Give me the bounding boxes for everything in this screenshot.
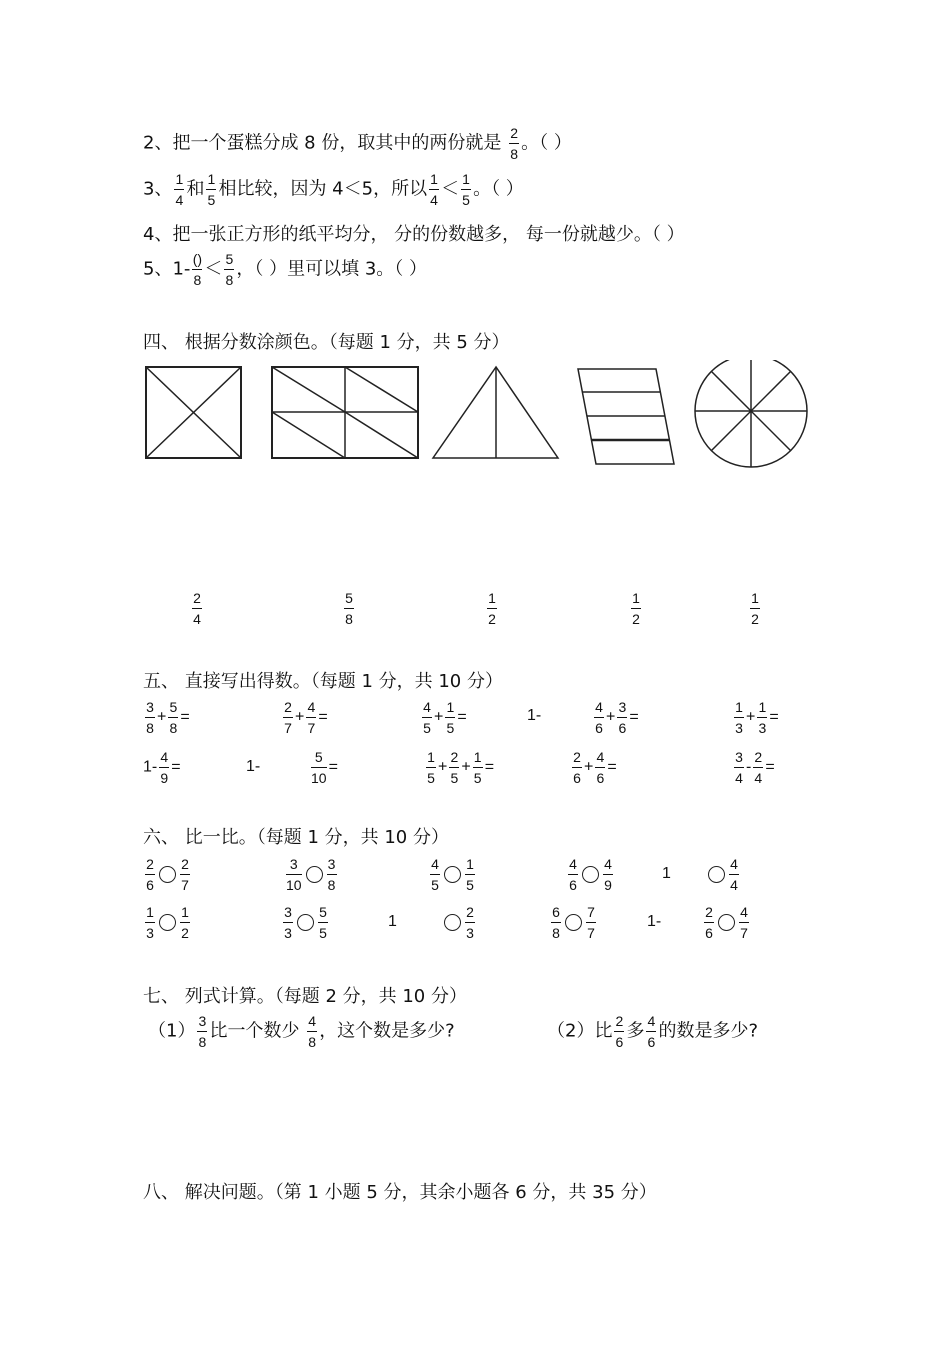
section-5-title: 五、 直接写出得数。（每题 1 分，共 10 分） xyxy=(143,671,503,692)
compare-circle[interactable] xyxy=(159,866,176,883)
q5-lead: 5、1- xyxy=(143,258,191,280)
calc-1-5: $\frac{1}{3}$ + $\frac{1}{3}$ = xyxy=(735,699,779,736)
calc-1-2: $\frac{2}{7}$ + $\frac{4}{7}$ = xyxy=(284,699,328,736)
q5-fraction-1: $\frac{()}{8}$ xyxy=(192,251,203,288)
compare-circle[interactable] xyxy=(718,914,735,931)
parallelogram-shape xyxy=(578,369,674,464)
q3-and: 和 xyxy=(186,178,205,200)
q5-less-than: ＜ xyxy=(204,258,223,280)
q3-fraction-1: $\frac{1}{4}$ xyxy=(175,171,184,208)
section-7-title: 七、 列式计算。（每题 2 分，共 10 分） xyxy=(143,986,467,1007)
section-4-title: 四、 根据分数涂颜色。（每题 1 分，共 5 分） xyxy=(143,332,510,353)
q2-tail: 。（ ） xyxy=(521,132,572,154)
question-5 xyxy=(143,252,427,287)
q3-text: 相比较，因为 4＜5，所以 xyxy=(218,178,428,200)
calc-1-3: $\frac{4}{5}$ + $\frac{1}{5}$ = xyxy=(423,699,467,736)
compare-circle[interactable] xyxy=(708,866,725,883)
shapes-figure xyxy=(0,360,950,475)
question-3 xyxy=(143,172,524,207)
shape-2-fraction: $\frac{5}{8}$ xyxy=(345,590,353,627)
q5-tail: ，（ ）里可以填 3。（ ） xyxy=(236,258,428,280)
section-6-title: 六、 比一比。（每题 1 分，共 10 分） xyxy=(143,827,449,848)
compare-1-5: $\frac{4}{4}$ xyxy=(706,857,741,892)
compare-2-5: $\frac{2}{6}$ $\frac{4}{7}$ xyxy=(705,904,748,941)
compare-2-2: $\frac{3}{3}$ $\frac{5}{5}$ xyxy=(284,904,327,941)
shape-3-fraction: $\frac{1}{2}$ xyxy=(488,590,496,627)
triangle-shape xyxy=(433,367,558,458)
q2-fraction: $\frac{2}{8}$ xyxy=(510,125,518,162)
q2-text: 2、把一个蛋糕分成 8 份，取其中的两份就是 xyxy=(143,132,502,154)
calc-2-5: $\frac{3}{4}$ - $\frac{2}{4}$ = xyxy=(735,749,775,786)
q4-text: 4、把一张正方形的纸平均分， 分的份数越多， 每一份就越少。（ ） xyxy=(143,224,685,245)
q3-fraction-2: $\frac{1}{5}$ xyxy=(207,171,216,208)
q3-tail: 。（ ） xyxy=(473,178,524,200)
calc-2-4: $\frac{2}{6}$ + $\frac{4}{6}$ = xyxy=(573,749,617,786)
word-problem-1: （1） $\frac{3}{8}$ 比一个数少 $\frac{4}{8}$ ，这个数是多少? xyxy=(148,1013,455,1050)
calc-2-1: 1- $\frac{4}{9}$ = xyxy=(143,749,181,786)
compare-2-1: $\frac{1}{3}$ $\frac{1}{2}$ xyxy=(146,904,189,941)
calc-2-2: $\frac{5}{10}$ = xyxy=(311,749,338,786)
compare-circle[interactable] xyxy=(297,914,314,931)
shape-5-fraction: $\frac{1}{2}$ xyxy=(751,590,759,627)
rectangle-grid-shape xyxy=(272,367,418,458)
compare-2-3-lead: 1 xyxy=(388,913,397,930)
calc-1-4: $\frac{4}{6}$ + $\frac{3}{6}$ = xyxy=(595,699,639,736)
compare-1-3: $\frac{4}{5}$ $\frac{1}{5}$ xyxy=(431,856,474,893)
section-8-title: 八、 解决问题。（第 1 小题 5 分，其余小题各 6 分，共 35 分） xyxy=(143,1182,657,1203)
compare-1-4: $\frac{4}{6}$ $\frac{4}{9}$ xyxy=(569,856,612,893)
q3-number: 3、 xyxy=(143,178,173,200)
question-4 xyxy=(143,220,685,246)
q3-less-than: ＜ xyxy=(441,178,460,200)
q3-fraction-4: $\frac{1}{5}$ xyxy=(462,171,470,208)
compare-circle[interactable] xyxy=(444,866,461,883)
calc-1-1: $\frac{3}{8}$ + $\frac{5}{8}$ = xyxy=(146,699,190,736)
question-2 xyxy=(143,126,572,161)
square-x-shape xyxy=(146,367,241,458)
compare-circle[interactable] xyxy=(565,914,582,931)
calc-2-2-lead: 1- xyxy=(246,758,261,775)
compare-circle[interactable] xyxy=(444,914,461,931)
calc-1-4-lead: 1- xyxy=(527,707,542,724)
circle-shape xyxy=(695,360,807,467)
compare-1-1: $\frac{2}{6}$ $\frac{2}{7}$ xyxy=(146,856,189,893)
shape-1-fraction: $\frac{2}{4}$ xyxy=(193,590,201,627)
compare-2-5-lead: 1- xyxy=(647,913,662,930)
q5-fraction-2: $\frac{5}{8}$ xyxy=(225,251,234,288)
compare-1-2: $\frac{3}{10}$ $\frac{3}{8}$ xyxy=(286,856,336,893)
q3-fraction-3: $\frac{1}{4}$ xyxy=(430,171,438,208)
word-problem-2: （2）比 $\frac{2}{6}$ 多 $\frac{4}{6}$ 的数是多少? xyxy=(547,1013,759,1050)
compare-circle[interactable] xyxy=(582,866,599,883)
compare-circle[interactable] xyxy=(159,914,176,931)
compare-2-4: $\frac{6}{8}$ $\frac{7}{7}$ xyxy=(552,904,595,941)
compare-circle[interactable] xyxy=(306,866,323,883)
compare-1-5-lead: 1 xyxy=(662,865,671,882)
shape-4-fraction: $\frac{1}{2}$ xyxy=(632,590,640,627)
calc-2-3: $\frac{1}{5}$ + $\frac{2}{5}$ + $\frac{1}{5}$ = xyxy=(427,749,495,786)
compare-2-3: $\frac{2}{3}$ xyxy=(442,905,477,940)
